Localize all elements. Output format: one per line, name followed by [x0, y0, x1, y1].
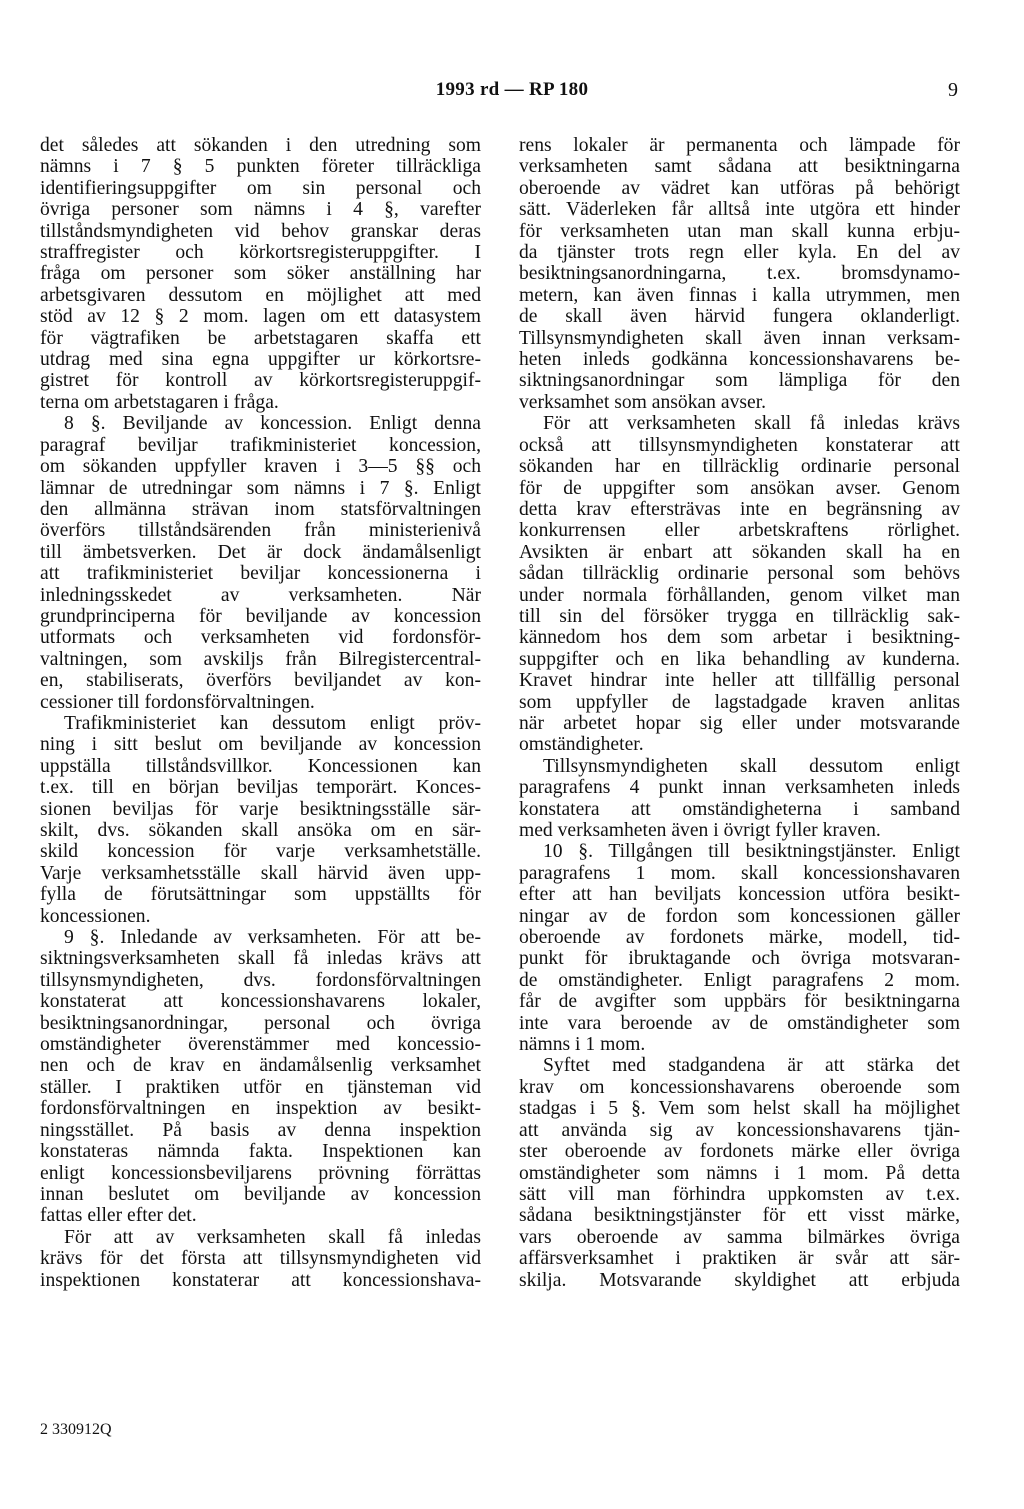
text-line: Syftet med stadgandena är att stärka det	[543, 1055, 960, 1077]
text-line: nämns i 1 mom.	[519, 1034, 646, 1056]
text-line: affärsverksamhet i praktiken är svår att sär-	[519, 1248, 960, 1270]
text-line: paragrafens 4 punkt innan verksamheten inleds	[519, 777, 960, 799]
text-line: kännedom hos dem som arbetar i besiktning-	[519, 627, 960, 649]
text-line: sätt vill man förhindra uppkomsten av t.ex.	[519, 1183, 960, 1205]
text-line: 8 §. Beviljande av koncession. Enligt denna	[64, 413, 481, 435]
text-line: arbetsgivaren dessutom en möjlighet att med	[40, 284, 481, 306]
text-line: när arbetet hopar sig eller under motsvarande	[519, 712, 960, 734]
text-line: Tillsynsmyndigheten skall dessutom enligt	[543, 755, 960, 777]
text-line: för de uppgifter som ansökan avser. Genom	[519, 477, 960, 499]
text-line: metern, kan även finnas i kalla utrymmen, men	[519, 284, 960, 306]
text-line: För att verksamheten skall få inledas krävs	[543, 413, 960, 435]
text-line: tillståndsmyndigheten vid behov granskar deras	[40, 220, 481, 242]
text-line: sätt. Väderleken får alltså inte utgöra ett hinder	[519, 199, 960, 221]
text-line: rens lokaler är permanenta och lämpade för	[519, 135, 960, 156]
text-line: ningar av de fordon som koncessionen gäller	[519, 905, 960, 927]
text-line: att trafikministeriet beviljar koncessionerna i	[40, 563, 481, 585]
text-line: konstaterat att koncessionshavarens lokaler,	[40, 991, 481, 1013]
text-line: skilja. Motsvarande skyldighet att erbjuda	[519, 1269, 960, 1291]
text-line: ningsstället. På basis av denna inspektion	[40, 1119, 481, 1141]
text-line: fattas eller efter det.	[40, 1205, 197, 1227]
text-line: omständigheter överenstämmer med koncessio-	[40, 1034, 481, 1056]
text-line: besiktningsanordningar, personal och övriga	[40, 1012, 481, 1034]
text-line: de skall även härvid fungera oklanderligt.	[519, 306, 960, 328]
text-line: gistret för kontroll av körkortsregisteruppgif-	[40, 370, 481, 392]
text-line: t.ex. till en början beviljas temporärt. Konces-	[40, 777, 481, 799]
text-line: ning i sitt beslut om beviljande av koncession	[40, 734, 481, 756]
text-line: För att av verksamheten skall få inledas	[64, 1226, 481, 1248]
text-line: en, stabiliserats, överförs beviljandet av kon-	[40, 670, 481, 692]
text-line: stadgas i 5 §. Vem som helst skall ha möjlighet	[519, 1098, 960, 1120]
text-line: konstateras nämnda fakta. Inspektionen kan	[40, 1141, 481, 1163]
text-line: innan beslutet om beviljande av koncession	[40, 1183, 481, 1205]
text-line: oberoende av fordonets märke, modell, tid-	[519, 927, 960, 949]
printer-signature: 2 330912Q	[40, 1421, 112, 1438]
text-line: paragraf beviljar trafikministeriet koncession,	[40, 434, 481, 456]
text-line: suppgifter och en lika behandling av kunderna.	[519, 648, 960, 670]
text-line: Varje verksamhetsställe skall härvid även upp-	[40, 862, 481, 884]
left-text-column	[40, 135, 481, 1291]
text-line: till sin del försöker trygga en tillräcklig sak-	[519, 605, 960, 627]
text-line: krav om koncessionshavarens oberoende som	[519, 1076, 960, 1098]
text-line: besiktningsanordningarna, t.ex. bromsdynamo-	[519, 263, 960, 285]
text-line: 9 §. Inledande av verksamheten. För att be-	[64, 927, 481, 949]
page-header-title: 1993 rd — RP 180	[435, 79, 589, 100]
text-line: ster oberoende av fordonets märke eller övriga	[519, 1141, 960, 1163]
text-line: att använda sig av koncessionshavarens tjän-	[519, 1119, 960, 1141]
text-line: utformats och verksamheten vid fordonsför-	[40, 627, 481, 649]
text-line: stöd av 12 § 2 mom. lagen om ett datasystem	[40, 306, 481, 328]
text-line: paragrafens 1 mom. skall koncessionshavaren	[519, 862, 960, 884]
text-line: för verksamheten utan man skall kunna erbju-	[519, 220, 960, 242]
text-line: sådana besiktningstjänster för ett visst märke,	[519, 1205, 960, 1227]
text-line: inledningsskedet av verksamheten. När	[40, 584, 481, 606]
text-line: krävs för det första att tillsynsmyndigheten vid	[40, 1248, 481, 1270]
text-line: skilt, dvs. sökanden skall ansöka om en sär-	[40, 820, 481, 841]
text-line: straffregister och körkortsregisteruppgifter. I	[40, 242, 481, 264]
text-line: siktningsanordningar som lämpliga för den	[519, 370, 960, 392]
text-line: nämns i 7 § 5 punkten företer tillräckliga	[40, 156, 481, 178]
text-line: omständigheter.	[519, 734, 644, 756]
text-line: Kravet hindrar inte heller att tillfällig personal	[519, 670, 960, 692]
text-line: fylla de förutsättningar som uppställts för	[40, 884, 481, 906]
text-line: utdrag med sina egna uppgifter ur körkortsre-	[40, 349, 481, 371]
text-line: konkurrensen eller arbetskraftens rörlighet.	[519, 520, 960, 542]
text-line: tillsynsmyndigheten, dvs. fordonsförvaltningen	[40, 969, 481, 991]
text-line: får de avgifter som uppbärs för besiktningarna	[519, 991, 960, 1013]
text-line: valtningen, som avskiljs från Bilregistercentral-	[40, 648, 481, 670]
text-line: enligt koncessionsbeviljarens prövning förrättas	[40, 1162, 481, 1184]
text-line: grundprinciperna för beviljande av koncession	[40, 605, 481, 627]
text-line: verksamheten samt sådana att besiktningarna	[519, 156, 960, 178]
text-line: heten inleds godkänna koncessionshavarens be-	[519, 349, 960, 371]
text-line: Tillsynsmyndigheten skall även innan verksam-	[519, 327, 960, 349]
text-line: identifieringsuppgifter om sin personal och	[40, 177, 481, 199]
text-line: övriga personer som nämns i 4 §, varefter	[40, 199, 481, 221]
text-line: skild koncession för varje verksamhetställe.	[40, 841, 481, 863]
text-line: inspektionen konstaterar att koncessionshava-	[40, 1269, 481, 1291]
text-line: fråga om personer som söker anställning har	[40, 263, 481, 285]
text-line: 10 §. Tillgången till besiktningstjänster. Enligt	[543, 841, 960, 863]
text-line: punkt för ibruktagande och övriga motsvaran-	[519, 948, 960, 970]
text-line: Avsikten är enbart att sökanden skall ha en	[519, 541, 960, 563]
text-line: som uppfyller de lagstadgade kraven anlitas	[519, 691, 960, 713]
text-line: cessioner till fordonsförvaltningen.	[40, 691, 315, 713]
text-line: sökanden har en tillräcklig ordinarie personal	[519, 456, 960, 478]
text-line: lämnar de utredningar som nämns i 7 §. Enligt	[40, 477, 481, 499]
text-line: om sökanden uppfyller kraven i 3—5 §§ och	[40, 456, 481, 478]
text-line: fordonsförvaltningen en inspektion av besikt-	[40, 1098, 481, 1120]
text-line: uppställa tillståndsvillkor. Koncessionen kan	[40, 755, 481, 777]
page-number: 9	[948, 79, 958, 101]
text-line: terna om arbetstagaren i fråga.	[40, 391, 279, 413]
text-line: sådan tillräcklig ordinarie personal som behövs	[519, 563, 960, 585]
text-line: koncessionen.	[40, 905, 151, 927]
text-line: verksamhet som ansökan avser.	[519, 391, 767, 413]
text-line: till ämbetsverken. Det är dock ändamålsenligt	[40, 541, 481, 563]
text-line: överförs tillståndsärenden från ministerienivå	[40, 520, 481, 542]
text-line: konstatera att omständigheterna i samband	[519, 798, 960, 820]
text-line: Trafikministeriet kan dessutom enligt pröv-	[64, 712, 481, 734]
text-line: de omständigheter. Enligt paragrafens 2 mom.	[519, 969, 960, 991]
right-text-column	[519, 135, 960, 1291]
text-line: inte vara beroende av de omständigheter som	[519, 1012, 960, 1034]
text-line: da tjänster trots regn eller kyla. En del av	[519, 242, 960, 264]
text-line: nen och de krav en ändamålsenlig verksamhet	[40, 1055, 481, 1077]
text-line: den allmänna strävan inom statsförvaltningen	[40, 498, 481, 520]
text-line: det således att sökanden i den utredning som	[40, 135, 481, 156]
text-line: efter att han beviljats koncession utföra besikt-	[519, 884, 960, 906]
text-line: siktningsverksamheten skall få inledas krävs att	[40, 948, 481, 970]
text-line: också att tillsynsmyndigheten konstaterar att	[519, 434, 960, 456]
text-line: omständigheter som nämns i 1 mom. På detta	[519, 1162, 960, 1184]
text-line: vars oberoende av samma bilmärkes övriga	[519, 1226, 960, 1248]
text-line: oberoende av vädret kan utföras på behörigt	[519, 177, 960, 199]
text-line: ställer. I praktiken utför en tjänsteman vid	[40, 1076, 481, 1098]
text-line: med verksamheten även i övrigt fyller kraven.	[519, 820, 881, 841]
text-line: detta krav eftersträvas inte en begränsning av	[519, 498, 960, 520]
text-line: sionen beviljas för varje besiktningsställe sär-	[40, 798, 481, 820]
text-line: för vägtrafiken be arbetstagaren skaffa ett	[40, 327, 481, 349]
text-line: under normala förhållanden, genom vilket man	[519, 584, 960, 606]
